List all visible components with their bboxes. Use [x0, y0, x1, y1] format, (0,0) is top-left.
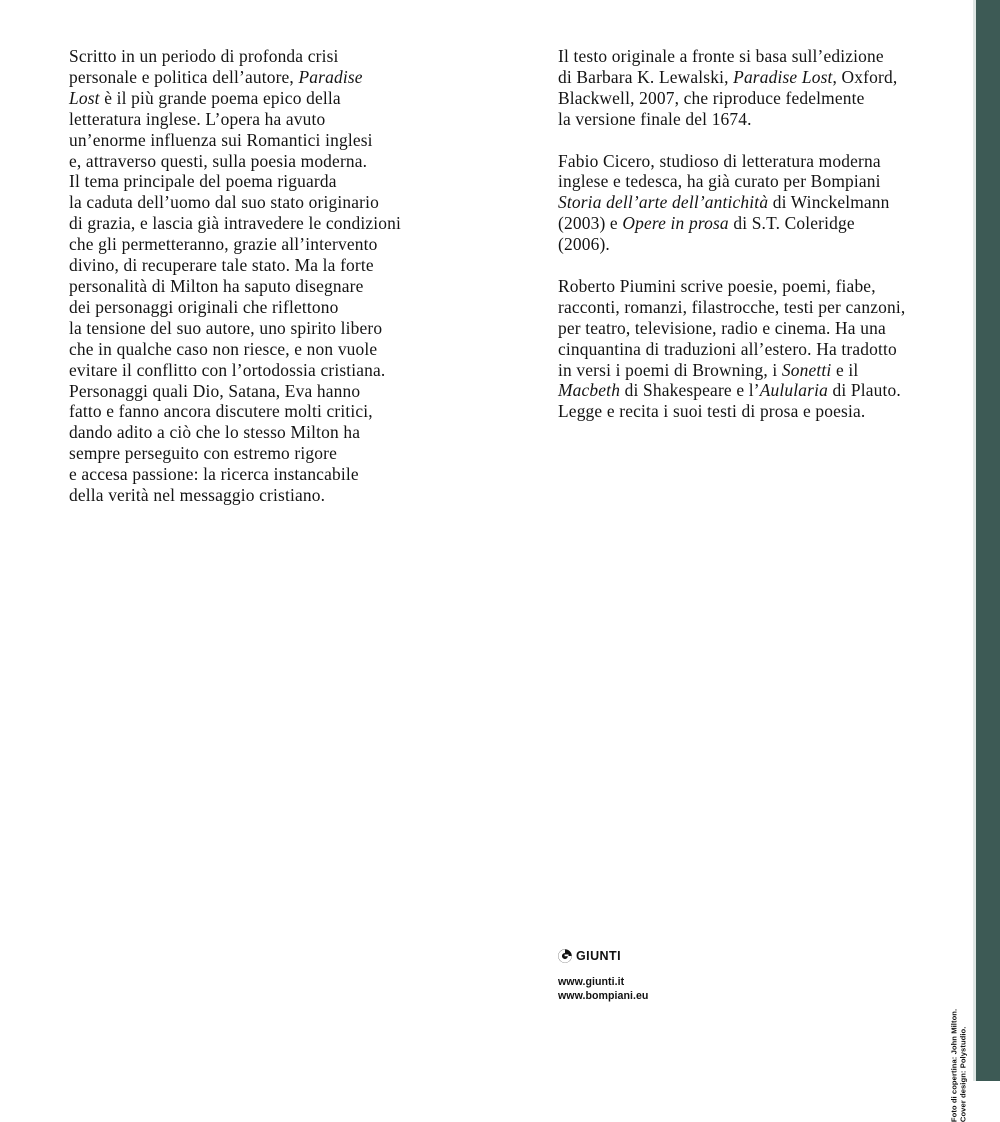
- work-title-italic: Sonetti: [781, 359, 832, 380]
- blurb-line: Scritto in un periodo di profonda crisi: [69, 46, 339, 66]
- blurb-line: Il tema principale del poema riguarda: [69, 171, 337, 192]
- blurb-line: dando adito a ciò che lo stesso Milton ha: [69, 422, 361, 443]
- work-title-italic: Aulularia: [759, 380, 828, 401]
- blurb-line: che in qualche caso non riesce, e non vuole: [69, 338, 378, 359]
- blurb-line: divino, di recuperare tale stato. Ma la forte: [69, 255, 374, 276]
- blurb-line: fatto e fanno ancora discutere molti critici,: [69, 401, 373, 422]
- blurb-line: e, attraverso questi, sulla poesia moderna.: [69, 150, 368, 171]
- edition-note-line: Il testo originale a fronte si basa sull’edizione: [558, 46, 884, 66]
- edition-note-line: la versione finale del 1674.: [558, 108, 752, 129]
- blurb-line: che gli permetteranno, grazie all’intervento: [69, 234, 378, 255]
- work-title-italic: Storia dell’arte dell’antichità: [558, 192, 769, 213]
- work-title-italic: Lost: [69, 87, 100, 108]
- poet-bio-paragraph: [558, 276, 933, 422]
- translator-bio-line: inglese e tedesca, ha già curato per Bompiani: [558, 171, 881, 192]
- edition-note-text: di Barbara K. Lewalski,: [558, 66, 734, 87]
- blurb-line: un’enorme influenza sui Romantici inglesi: [69, 129, 373, 150]
- poet-bio-line: Roberto Piumini scrive poesie, poemi, fiabe,: [558, 275, 876, 296]
- poet-bio-text: di Plauto.: [827, 380, 901, 401]
- translator-bio-text: di Winckelmann: [768, 192, 890, 213]
- poet-bio-line: [558, 360, 933, 381]
- translator-bio-line: (2006).: [558, 234, 610, 255]
- blurb-line: [69, 88, 429, 109]
- poet-bio-text: di Shakespeare e l’: [620, 380, 760, 401]
- blurb-line: Personaggi quali Dio, Satana, Eva hanno: [69, 380, 361, 401]
- blurb-line: di grazia, e lascia già intravedere le condizioni: [69, 213, 402, 234]
- blurb-line: e accesa passione: la ricerca instancabile: [69, 464, 359, 485]
- poet-bio-line: racconti, romanzi, filastrocche, testi per canzoni,: [558, 296, 906, 317]
- publisher-logo: [558, 948, 648, 964]
- work-title-italic: Paradise Lost: [733, 66, 833, 87]
- edition-note-paragraph: [558, 46, 933, 130]
- poet-bio-line: per teatro, televisione, radio e cinema. Ha una: [558, 317, 886, 338]
- blurb-text: personale e politica dell’autore,: [69, 66, 299, 87]
- cover-design-credit: Cover design: Polystudio.: [958, 1026, 968, 1122]
- blurb-line: personalità di Milton ha saputo disegnare: [69, 275, 364, 296]
- work-title-italic: Paradise: [298, 66, 363, 87]
- poet-bio-line: Legge e recita i suoi testi di prosa e poesia.: [558, 401, 866, 422]
- publisher-url-giunti[interactable]: www.giunti.it: [558, 976, 625, 988]
- work-title-italic: Opere in prosa: [622, 213, 729, 234]
- blurb-line: letteratura inglese. L’opera ha avuto: [69, 108, 326, 129]
- edition-note-line: [558, 67, 933, 88]
- translator-bio-text: (2003) e: [558, 213, 623, 234]
- blurb-text: è il più grande poema epico della: [99, 87, 341, 108]
- publisher-name: GIUNTI: [576, 949, 621, 963]
- publisher-url-bompiani[interactable]: www.bompiani.eu: [558, 989, 649, 1002]
- publisher-urls: [558, 976, 648, 1003]
- giunti-g-logo-icon: [558, 949, 572, 963]
- translator-bio-line: [558, 213, 933, 234]
- blurb-line: [69, 67, 429, 88]
- poet-bio-text: in versi i poemi di Browning, i: [558, 359, 782, 380]
- blurb-line: evitare il conflitto con l’ortodossia cristiana.: [69, 359, 386, 380]
- blurb-line: la caduta dell’uomo dal suo stato originario: [69, 192, 379, 213]
- translator-bio-paragraph: [558, 151, 933, 256]
- spine-edge-strip: [976, 0, 1000, 1081]
- translator-bio-line: Fabio Cicero, studioso di letteratura moderna: [558, 150, 881, 171]
- cover-photo-credit: Foto di copertina: John Milton.: [949, 1009, 959, 1122]
- translator-bio-line: [558, 192, 933, 213]
- notes-column-right: [558, 46, 933, 422]
- work-title-italic: Macbeth: [558, 380, 621, 401]
- blurb-paragraph: [69, 46, 429, 506]
- blurb-line: sempre perseguito con estremo rigore: [69, 443, 337, 464]
- poet-bio-text: e il: [831, 359, 859, 380]
- blurb-line: della verità nel messaggio cristiano.: [69, 485, 326, 506]
- edition-note-line: Blackwell, 2007, che riproduce fedelmente: [558, 87, 865, 108]
- blurb-column-left: [69, 46, 429, 506]
- publisher-block: [558, 948, 648, 1003]
- poet-bio-line: [558, 380, 933, 401]
- edition-note-text: , Oxford,: [832, 66, 898, 87]
- blurb-line: la tensione del suo autore, uno spirito libero: [69, 317, 383, 338]
- blurb-line: dei personaggi originali che riflettono: [69, 296, 339, 317]
- cover-credits: [949, 1009, 968, 1122]
- poet-bio-line: cinquantina di traduzioni all’estero. Ha tradotto: [558, 338, 897, 359]
- translator-bio-text: di S.T. Coleridge: [728, 213, 855, 234]
